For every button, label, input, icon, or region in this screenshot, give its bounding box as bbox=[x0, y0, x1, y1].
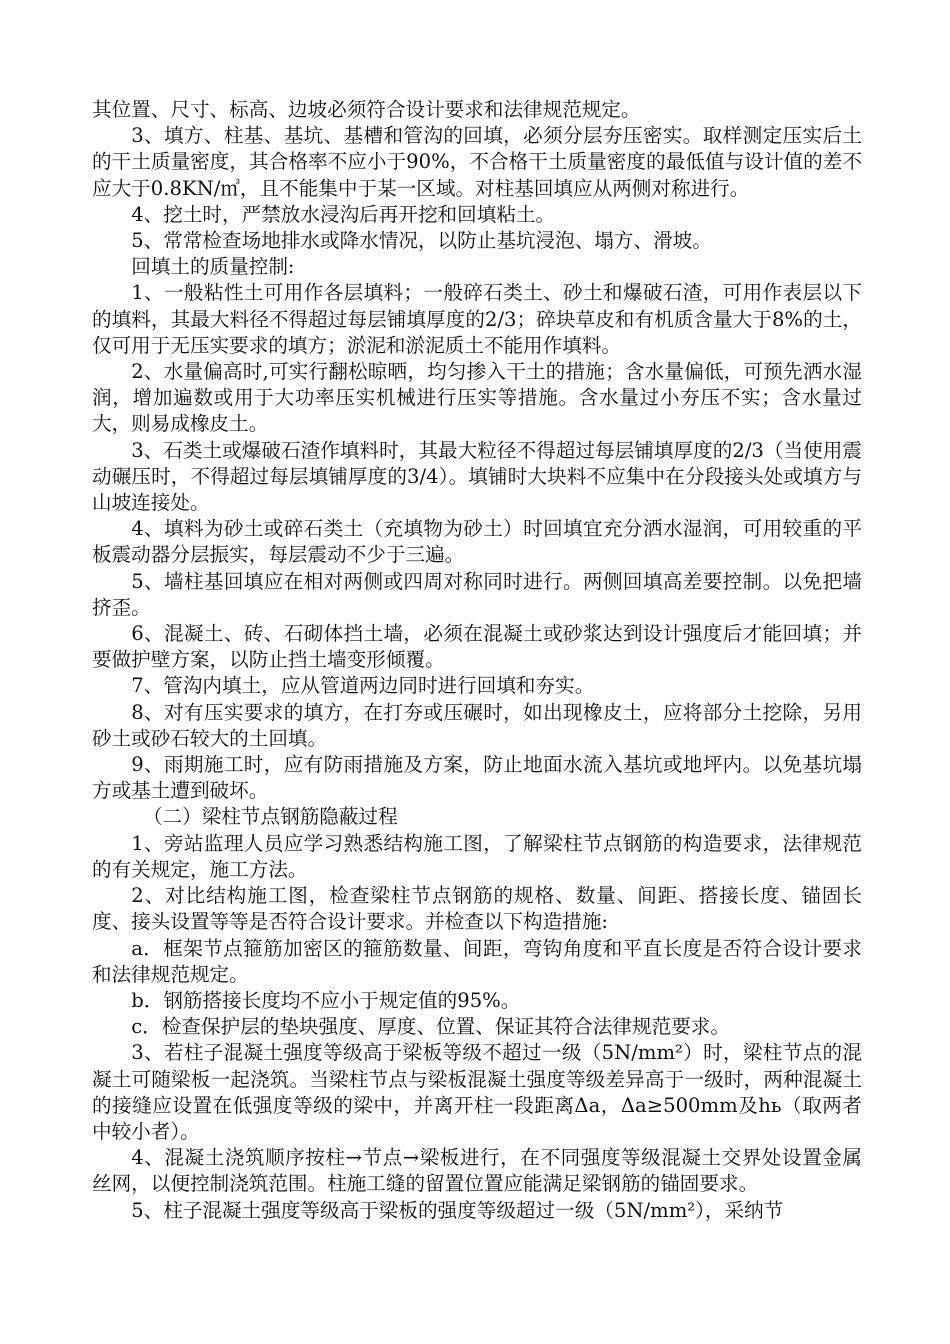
paragraph-quality-item-5: 5、墙柱基回填应在相对两侧或四周对称同时进行。两侧回填高差要控制。以免把墙挤歪。 bbox=[92, 569, 862, 619]
document-body bbox=[92, 97, 862, 1224]
paragraph-quality-item-7: 7、管沟内填土，应从管道两边同时进行回填和夯实。 bbox=[131, 674, 595, 698]
paragraph-quality-item-4: 4、填料为砂土或碎石类土（充填物为砂土）时回填宜充分洒水湿润，可用较重的平板震动器分层振实，每层震动不少于三遍。 bbox=[92, 517, 862, 567]
paragraph-quality-item-1: 1、一般粘性土可用作各层填料；一般碎石类土、砂土和爆破石渣，可用作表层以下的填料，其最大料径不得超过每层铺填厚度的2/3；碎块草皮和有机质含量大于8%的土，仅可用于无压实要求的填方；淤泥和淤泥质土不能用作填料。 bbox=[92, 281, 862, 357]
paragraph-quality-item-8: 8、对有压实要求的填方，在打夯或压碾时，如出现橡皮土，应将部分土挖除，另用砂土或砂石较大的土回填。 bbox=[92, 700, 862, 750]
paragraph-joint-subitem-a: a．框架节点箍筋加密区的箍筋数量、间距，弯钩角度和平直长度是否符合设计要求和法律规范规定。 bbox=[92, 936, 862, 986]
paragraph-quality-item-3: 3、石类土或爆破石渣作填料时，其最大粒径不得超过每层铺填厚度的2/3（当使用震动碾压时，不得超过每层填铺厚度的3/4）。填铺时大块料不应集中在分段接头处或填方与山坡连接处。 bbox=[92, 438, 862, 515]
paragraph-joint-subitem-c: c．检查保护层的垫块强度、厚度、位置、保证其符合法律规范要求。 bbox=[131, 1015, 730, 1039]
section-heading-backfill-quality: 回填土的质量控制: bbox=[131, 255, 295, 279]
paragraph-joint-item-2: 2、对比结构施工图，检查梁柱节点钢筋的规格、数量、间距、搭接长度、锚固长度、接头设置等等是否符合设计要求。并检查以下构造措施: bbox=[92, 884, 862, 934]
paragraph-quality-item-2: 2、水量偏高时,可实行翻松晾晒，均匀掺入干土的措施；含水量偏低，可预先洒水湿润，增加遍数或用于大功率压实机械进行压实等措施。含水量过小夯压不实；含水量过大，则易成橡皮土。 bbox=[92, 360, 862, 436]
paragraph-item-3-backfill-compaction: 3、填方、柱基、基坑、基槽和管沟的回填，必须分层夯压密实。取样测定压实后土的干土质量密度，其合格率不应小于90%，不合格干土质量密度的最低值与设计值的差不应大于0.8KN/㎥，且不能集中于某一区域。对柱基回填应从两侧对称进行。 bbox=[92, 124, 862, 200]
paragraph-item-4-excavation: 4、挖土时，严禁放水浸沟后再开挖和回填粘土。 bbox=[131, 202, 556, 226]
paragraph-joint-item-1: 1、旁站监理人员应学习熟悉结构施工图，了解梁柱节点钢筋的构造要求，法律规范的有关规定，施工方法。 bbox=[92, 831, 862, 881]
paragraph-item-5-drainage: 5、常常检查场地排水或降水情况，以防止基坑浸泡、塌方、滑坡。 bbox=[131, 229, 712, 253]
paragraph-joint-item-4: 4、混凝土浇筑顺序按柱→节点→梁板进行，在不同强度等级混凝土交界处设置金属丝网，以便控制浇筑范围。柱施工缝的留置位置应能满足梁钢筋的锚固要求。 bbox=[92, 1146, 862, 1196]
paragraph-joint-subitem-b: b．钢筋搭接长度均不应小于规定值的95%。 bbox=[131, 988, 521, 1012]
paragraph-quality-item-9: 9、雨期施工时，应有防雨措施及方案，防止地面水流入基坑或地坪内。以免基坑塌方或基土遭到破坏。 bbox=[92, 753, 862, 803]
paragraph-joint-item-3: 3、若柱子混凝土强度等级高于梁板等级不超过一级（5N/mm²）时，梁柱节点的混凝土可随梁板一起浇筑。当梁柱节点与梁板混凝土强度等级差异高于一级时，两种混凝土的接缝应设置在低强度等级的梁中，并离开柱一段距离Δa，Δa≥500mm及hь（取两者中较小者）。 bbox=[92, 1041, 862, 1143]
paragraph-quality-item-6: 6、混凝土、砖、石砌体挡土墙，必须在混凝土或砂浆达到设计强度后才能回填；并要做护壁方案，以防止挡土墙变形倾覆。 bbox=[92, 622, 862, 672]
paragraph-joint-item-5: 5、柱子混凝土强度等级高于梁板的强度等级超过一级（5N/mm²），采纳节 bbox=[131, 1198, 784, 1222]
paragraph-continuation: 其位置、尺寸、标高、边坡必须符合设计要求和法律规范规定。 bbox=[92, 98, 641, 121]
section-heading-beam-column-joint: （二）梁柱节点钢筋隐蔽过程 bbox=[142, 805, 398, 829]
